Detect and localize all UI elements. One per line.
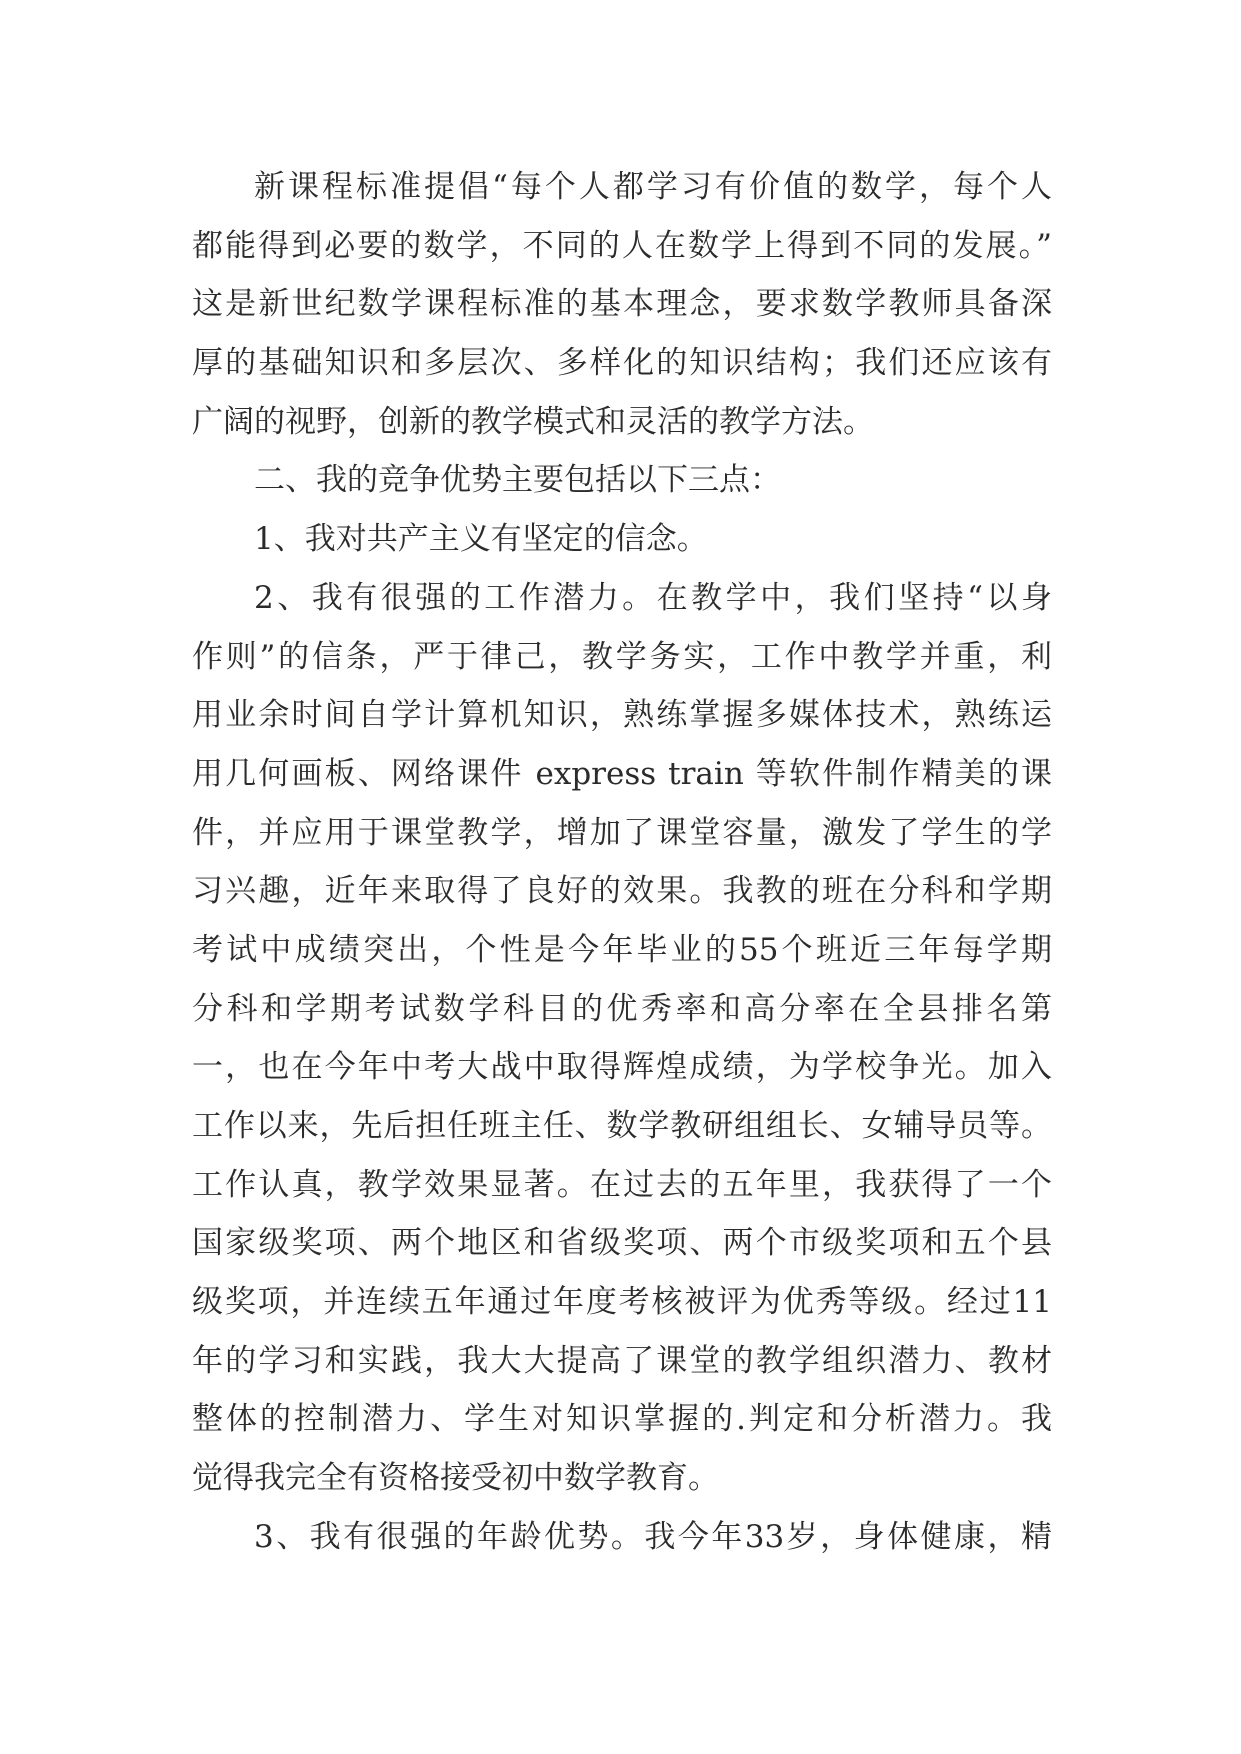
paragraph-line: 用几何画板、网络课件 express train 等软件制作精美的课 <box>192 755 1052 792</box>
paragraph-line: 国家级奖项、两个地区和省级奖项、两个市级奖项和五个县 <box>192 1225 1052 1262</box>
paragraph-line: 广阔的视野，创新的教学模式和灵活的教学方法。 <box>192 403 874 440</box>
paragraph-line: 整体的控制潜力、学生对知识掌握的.判定和分析潜力。我 <box>192 1401 1052 1438</box>
paragraph-line: 分科和学期考试数学科目的优秀率和高分率在全县排名第 <box>192 990 1052 1027</box>
paragraph-line: 考试中成绩突出，个性是今年毕业的55个班近三年每学期 <box>192 931 1052 968</box>
paragraph-line: 这是新世纪数学课程标准的基本理念，要求数学教师具备深 <box>192 286 1052 323</box>
paragraph-line: 都能得到必要的数学，不同的人在数学上得到不同的发展。” <box>192 227 1052 264</box>
list-item: 1、我对共产主义有坚定的信念。 <box>254 521 708 558</box>
paragraph-line: 新课程标准提倡“每个人都学习有价值的数学，每个人 <box>254 169 1052 205</box>
paragraph-line: 级奖项，并连续五年通过年度考核被评为优秀等级。经过11 <box>192 1284 1052 1321</box>
paragraph-line: 觉得我完全有资格接受初中数学教育。 <box>192 1460 719 1497</box>
paragraph-line: 工作认真，教学效果显著。在过去的五年里，我获得了一个 <box>192 1166 1052 1203</box>
list-item: 2、我有很强的工作潜力。在教学中，我们坚持“以身 <box>254 579 1052 616</box>
section-heading: 二、我的竞争优势主要包括以下三点： <box>254 462 781 499</box>
paragraph-line: 一，也在今年中考大战中取得辉煌成绩，为学校争光。加入 <box>192 1049 1052 1086</box>
paragraph-line: 习兴趣，近年来取得了良好的效果。我教的班在分科和学期 <box>192 873 1052 910</box>
list-item: 3、我有很强的年龄优势。我今年33岁，身体健康，精 <box>254 1518 1052 1555</box>
paragraph-line: 件，并应用于课堂教学，增加了课堂容量，激发了学生的学 <box>192 814 1052 851</box>
paragraph-line: 作则”的信条，严于律己，教学务实，工作中教学并重，利 <box>192 638 1052 675</box>
paragraph-line: 厚的基础知识和多层次、多样化的知识结构；我们还应该有 <box>192 345 1052 382</box>
paragraph-line: 用业余时间自学计算机知识，熟练掌握多媒体技术，熟练运 <box>192 697 1052 734</box>
paragraph-line: 工作以来，先后担任班主任、数学教研组组长、女辅导员等。 <box>192 1108 1052 1144</box>
body-text <box>192 158 1052 1567</box>
paragraph-line: 年的学习和实践，我大大提高了课堂的教学组织潜力、教材 <box>192 1342 1052 1379</box>
